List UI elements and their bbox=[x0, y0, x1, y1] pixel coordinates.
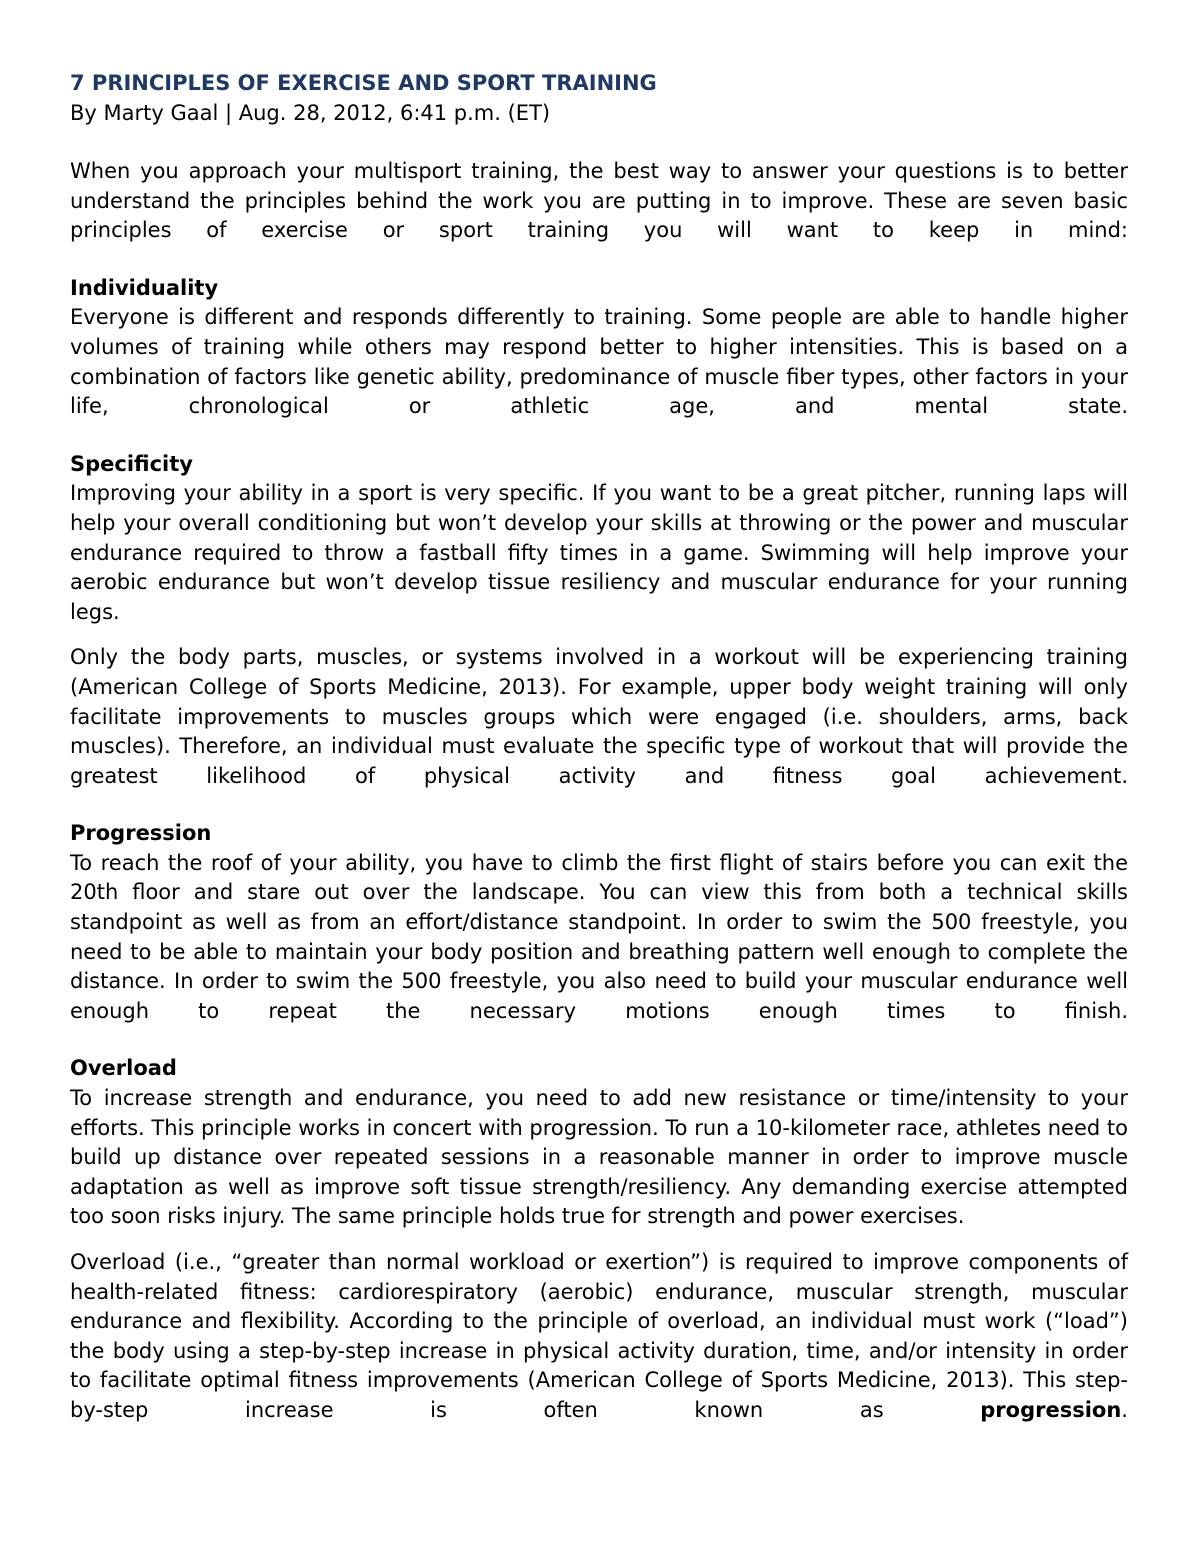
section-progression bbox=[70, 819, 1128, 1026]
section-individuality bbox=[70, 274, 1128, 422]
section-paragraph: To increase strength and endurance, you need to add new resistance or time/intensity to your efforts. This principle works in concert with progression. To run a 10-kilometer race, athletes need to build up distance over repeated sessions in a reasonable manner in order to improve muscle adaptation as well as improve soft tissue strength/resiliency. Any demanding exercise attempted too soon risks injury. The same principle holds true for strength and power exercises. bbox=[70, 1086, 1128, 1229]
intro-paragraph: When you approach your multisport training, the best way to answer your questions is to better understand the principles behind the work you are putting in to improve. These are seven basic principles of exercise or sport training you will want to keep in mind: bbox=[70, 159, 1128, 243]
article-title: 7 PRINCIPLES OF EXERCISE AND SPORT TRAINING bbox=[70, 71, 657, 95]
closing-text: Overload (i.e., “greater than normal workload or exertion”) is required to improve components of health-related fitness: cardiorespiratory (aerobic) endurance, muscular strength, muscular endurance and flexibility. According to the principle of overload, an individual must work (“load”) the body using a step-by-step increase in physical activity duration, time, and/or intensity in order to facilitate optimal fitness improvements (American College of Sports Medicine, 2013). This step-by-step increase is often known as bbox=[70, 1250, 1128, 1422]
section-heading: Specificity bbox=[70, 451, 193, 476]
article-byline: By Marty Gaal | Aug. 28, 2012, 6:41 p.m. (ET) bbox=[70, 101, 551, 125]
section-overload bbox=[70, 1054, 1128, 1425]
closing-bold-term: progression bbox=[980, 1397, 1122, 1422]
section-heading: Individuality bbox=[70, 275, 219, 300]
section-specificity bbox=[70, 450, 1128, 792]
section-paragraph: To reach the roof of your ability, you have to climb the first flight of stairs before you can exit the 20th floor and stare out over the landscape. You can view this from both a technical skills standpoint as well as from an effort/distance standpoint. In order to swim the 500 freestyle, you need to be able to maintain your body position and breathing pattern well enough to complete the distance. In order to swim the 500 freestyle, you also need to build your muscular endurance well enough to repeat the necessary motions enough times to finish. bbox=[70, 850, 1128, 1023]
document-page bbox=[70, 68, 1128, 1454]
section-paragraph: Improving your ability in a sport is very specific. If you want to be a great pitcher, running laps will help your overall conditioning but won’t develop your skills at throwing or the power and muscular endurance required to throw a fastball fifty times in a game. Swimming will help improve your aerobic endurance but won’t develop tissue resiliency and muscular endurance for your running legs. bbox=[70, 481, 1128, 624]
section-paragraph: Only the body parts, muscles, or systems involved in a workout will be experiencing training (American College of Sports Medicine, 2013). For example, upper body weight training will only facilitate improvements to muscles groups which were engaged (i.e. shoulders, arms, back muscles). Therefore, an individual must evaluate the specific type of workout that will provide the greatest likelihood of physical activity and fitness goal achievement. bbox=[70, 645, 1128, 788]
section-paragraph: Everyone is different and responds differently to training. Some people are able to handle higher volumes of training while others may respond better to higher intensities. This is based on a combination of factors like genetic ability, predominance of muscle fiber types, other factors in your life, chronological or athletic age, and mental state. bbox=[70, 305, 1128, 419]
closing-punctuation: . bbox=[1121, 1397, 1128, 1422]
intro-section bbox=[70, 157, 1128, 246]
section-heading: Overload bbox=[70, 1056, 177, 1081]
section-heading: Progression bbox=[70, 821, 212, 846]
section-paragraph-closing bbox=[70, 1248, 1128, 1426]
